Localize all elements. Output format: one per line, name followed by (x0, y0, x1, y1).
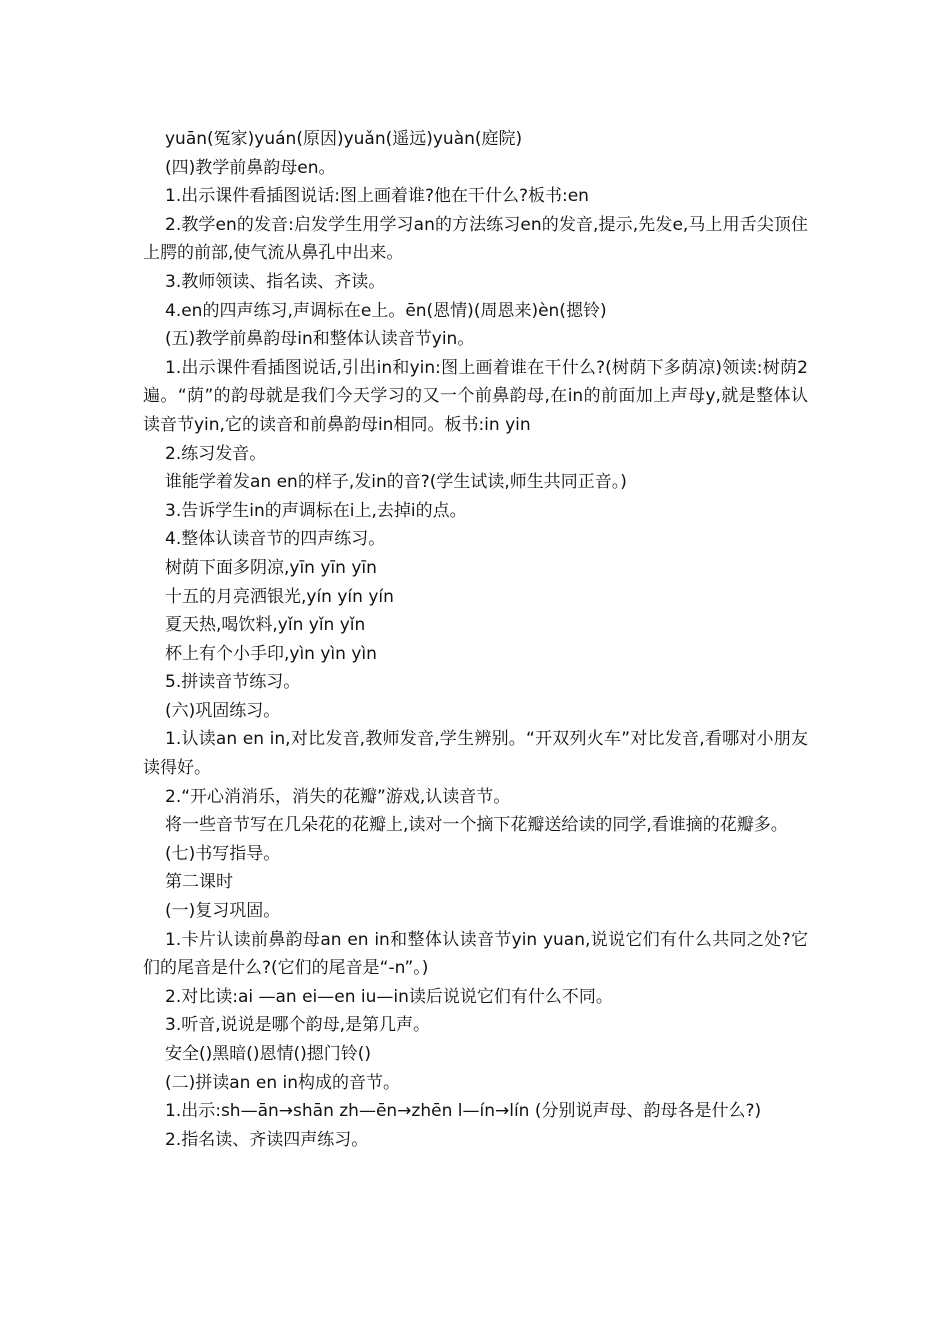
lesson-heading: 第二课时 (165, 872, 233, 893)
paragraph: 2.对比读:ai —an ei—en iu—in读后说说它们有什么不同。 (165, 986, 613, 1007)
section-heading: (七)书写指导。 (165, 843, 281, 864)
paragraph: 2.“开心消消乐，消失的花瓣”游戏,认读音节。 (165, 786, 511, 807)
rhyme-line: 杯上有个小手印,yìn yìn yìn (165, 643, 377, 664)
section-heading: (二)拼读an en in构成的音节。 (165, 1072, 400, 1093)
paragraph: 3.听音,说说是哪个韵母,是第几声。 (165, 1015, 431, 1036)
section-heading: (五)教学前鼻韵母in和整体认读音节yin。 (165, 329, 475, 350)
paragraph: 3.教师领读、指名读、齐读。 (165, 271, 386, 292)
paragraph: 4.en的四声练习,声调标在e上。ēn(恩情)(周恩来)èn(摁铃) (165, 300, 607, 321)
paragraph: 4.整体认读音节的四声练习。 (165, 529, 386, 550)
paragraph: 3.告诉学生in的声调标在i上,去掉i的点。 (165, 500, 467, 521)
paragraph: 1.认读an en in,对比发音,教师发音,学生辨别。“开双列火车”对比发音,看哪对小朋友读得好。 (143, 729, 808, 779)
section-heading: (四)教学前鼻韵母en。 (165, 157, 336, 178)
paragraph: 5.拼读音节练习。 (165, 672, 301, 693)
paragraph: 安全()黑暗()恩情()摁门铃() (165, 1044, 372, 1064)
paragraph: 1.出示课件看插图说话,引出in和yin:图上画着谁在干什么?(树荫下多荫凉)领读:树荫2遍。“荫”的韵母就是我们今天学习的又一个前鼻韵母,在in的前面加上声母y,就是整体认读音节yin,它的读音和前鼻韵母in相同。板书:in yin (143, 357, 808, 435)
rhyme-line: 树荫下面多阴凉,yīn yīn yīn (165, 557, 377, 578)
paragraph: 1.出示课件看插图说话:图上画着谁?他在干什么?板书:en (165, 186, 589, 207)
paragraph: yuān(冤家)yuán(原因)yuǎn(遥远)yuàn(庭院) (165, 129, 523, 149)
paragraph: 将一些音节写在几朵花的花瓣上,读对一个摘下花瓣送给读的同学,看谁摘的花瓣多。 (165, 815, 788, 836)
paragraph: 2.教学en的发音:启发学生用学习an的方法练习en的发音,提示,先发e,马上用舌尖顶住上腭的前部,使气流从鼻孔中出来。 (143, 214, 808, 264)
document-body (143, 125, 808, 1154)
paragraph: 2.指名读、齐读四声练习。 (165, 1129, 369, 1150)
paragraph: 1.出示:sh—ān→shān zh—ēn→zhēn l—ín→lín (分别说声母、韵母各是什么?) (165, 1101, 762, 1122)
paragraph: 谁能学着发an en的样子,发in的音?(学生试读,师生共同正音。) (165, 472, 627, 493)
section-heading: (一)复习巩固。 (165, 901, 281, 922)
rhyme-line: 十五的月亮洒银光,yín yín yín (165, 586, 394, 607)
rhyme-line: 夏天热,喝饮料,yǐn yǐn yǐn (165, 615, 366, 636)
paragraph: 1.卡片认读前鼻韵母an en in和整体认读音节yin yuan,说说它们有什么共同之处?它们的尾音是什么?(它们的尾音是“-n”。) (143, 929, 808, 979)
paragraph: 2.练习发音。 (165, 443, 267, 464)
section-heading: (六)巩固练习。 (165, 700, 281, 721)
